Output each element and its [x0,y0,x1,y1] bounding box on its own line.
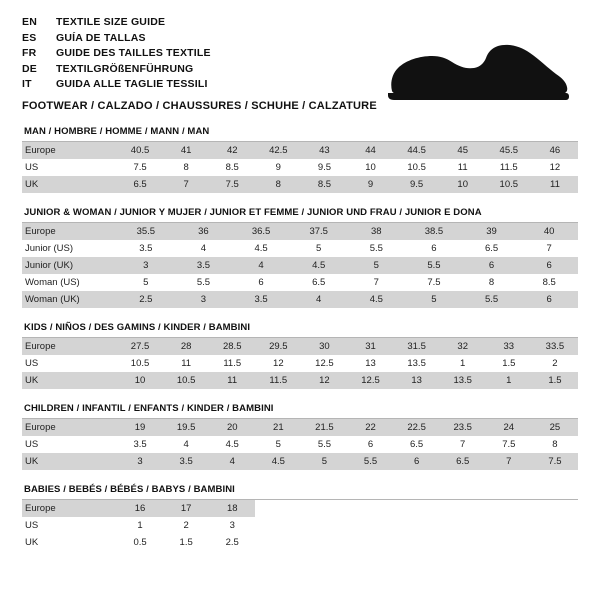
cell: 7.5 [117,159,163,176]
cell: 5 [255,436,301,453]
cell: 7.5 [486,436,532,453]
cell-empty [347,517,393,534]
cell: 38 [348,223,406,240]
row-label: Junior (US) [22,240,117,257]
cell: 9.5 [394,176,440,193]
cell: 45.5 [486,142,532,159]
table-row [22,223,578,240]
cell: 5.5 [175,274,233,291]
cell: 4.5 [209,436,255,453]
cell: 3 [117,257,175,274]
cell: 13.5 [394,355,440,372]
language-text: TEXTILGRÖßENFÜHRUNG [56,62,194,75]
cell: 6 [232,274,290,291]
cell: 8.5 [520,274,578,291]
cell: 6 [520,257,578,274]
cell: 25 [532,419,578,436]
cell: 13 [394,372,440,389]
cell: 7.5 [532,453,578,470]
row-label: Woman (UK) [22,291,117,308]
cell: 0.5 [117,534,163,551]
row-label: Junior (UK) [22,257,117,274]
cell: 3.5 [117,240,175,257]
cell: 9.5 [301,159,347,176]
row-label: UK [22,176,117,193]
cell: 4 [209,453,255,470]
cell-empty [440,517,486,534]
cell: 5.5 [347,453,393,470]
table-row [22,517,578,534]
table-row [22,500,578,517]
cell: 43 [301,142,347,159]
cell: 4.5 [348,291,406,308]
cell: 11 [440,159,486,176]
cell: 23.5 [440,419,486,436]
cell: 12 [301,372,347,389]
cell: 33.5 [532,338,578,355]
cell: 6.5 [394,436,440,453]
size-table-children [22,419,578,470]
cell: 17 [163,500,209,517]
language-title-list [22,16,211,94]
cell-empty [301,534,347,551]
cell: 40.5 [117,142,163,159]
cell: 36.5 [232,223,290,240]
cell: 13 [347,355,393,372]
row-label: Europe [22,142,117,159]
cell: 19 [117,419,163,436]
cell: 29.5 [255,338,301,355]
cell: 7 [520,240,578,257]
section-title: CHILDREN / INFANTIL / ENFANTS / KINDER / BAMBINI [22,403,578,419]
cell: 6 [394,453,440,470]
cell-empty [347,500,393,517]
cell: 21.5 [301,419,347,436]
cell: 6.5 [463,240,521,257]
cell: 12 [255,355,301,372]
size-table-kids [22,338,578,389]
table-row [22,355,578,372]
cell: 16 [117,500,163,517]
cell: 3.5 [117,436,163,453]
cell: 7 [440,436,486,453]
section-junior-woman [22,207,578,308]
row-label: UK [22,534,117,551]
cell: 1.5 [532,372,578,389]
cell: 18 [209,500,255,517]
size-table-junior-woman [22,223,578,308]
cell: 36 [175,223,233,240]
cell: 13.5 [440,372,486,389]
cell: 3.5 [163,453,209,470]
cell: 4.5 [255,453,301,470]
cell-empty [440,534,486,551]
row-label: US [22,159,117,176]
section-title: KIDS / NIÑOS / DES GAMINS / KINDER / BAMBINI [22,322,578,338]
section-title: BABIES / BEBÉS / BÉBÉS / BABYS / BAMBINI [22,484,578,500]
cell: 6 [405,240,463,257]
cell: 31.5 [394,338,440,355]
cell: 5.5 [301,436,347,453]
language-code: FR [22,47,37,59]
table-row [22,453,578,470]
cell: 8 [463,274,521,291]
section-title: MAN / HOMBRE / HOMME / MANN / MAN [22,126,578,142]
row-label: US [22,436,117,453]
cell: 2 [163,517,209,534]
row-label: UK [22,372,117,389]
row-label: Europe [22,223,117,240]
cell: 7 [348,274,406,291]
row-label: US [22,517,117,534]
cell: 46 [532,142,578,159]
cell: 28 [163,338,209,355]
table-row [22,159,578,176]
cell: 37.5 [290,223,348,240]
language-text: GUÍA DE TALLAS [56,31,146,44]
cell-empty [301,500,347,517]
section-title: JUNIOR & WOMAN / JUNIOR Y MUJER / JUNIOR ET FEMME / JUNIOR UND FRAU / JUNIOR E DONA [22,207,578,223]
cell-empty [486,500,532,517]
cell: 8.5 [301,176,347,193]
cell: 32 [440,338,486,355]
row-label: UK [22,453,117,470]
cell-empty [394,500,440,517]
cell: 7 [163,176,209,193]
cell: 3 [117,453,163,470]
cell: 5.5 [405,257,463,274]
cell: 3.5 [175,257,233,274]
cell: 6 [463,257,521,274]
table-row [22,291,578,308]
document-header [22,16,578,112]
cell: 5 [405,291,463,308]
cell-empty [394,517,440,534]
table-row [22,436,578,453]
cell: 5 [117,274,175,291]
language-text: GUIDA ALLE TAGLIE TESSILI [56,78,208,90]
table-row [22,372,578,389]
cell: 12.5 [301,355,347,372]
cell-empty [255,534,301,551]
cell: 38.5 [405,223,463,240]
cell: 12.5 [347,372,393,389]
cell: 1 [117,517,163,534]
cell: 7.5 [209,176,255,193]
language-code: IT [22,78,32,90]
row-label: US [22,355,117,372]
cell: 1.5 [486,355,532,372]
cell: 2 [532,355,578,372]
cell: 28.5 [209,338,255,355]
table-row [22,142,578,159]
cell-empty [532,517,578,534]
language-code: DE [22,62,37,75]
cell: 4.5 [232,240,290,257]
cell: 1 [440,355,486,372]
cell: 11 [532,176,578,193]
cell: 33 [486,338,532,355]
cell: 39 [463,223,521,240]
cell: 20 [209,419,255,436]
cell: 3 [209,517,255,534]
cell-empty [486,517,532,534]
cell-empty [440,500,486,517]
cell: 10.5 [486,176,532,193]
table-row [22,240,578,257]
cell-empty [255,500,301,517]
row-label: Europe [22,338,117,355]
table-row [22,176,578,193]
cell: 1.5 [163,534,209,551]
dress-shoe-icon [380,36,570,106]
cell: 24 [486,419,532,436]
cell: 41 [163,142,209,159]
table-row [22,534,578,551]
cell: 42 [209,142,255,159]
cell: 6.5 [117,176,163,193]
row-label: Woman (US) [22,274,117,291]
cell: 44 [347,142,393,159]
cell: 45 [440,142,486,159]
cell: 6.5 [290,274,348,291]
cell: 10.5 [117,355,163,372]
cell: 22.5 [394,419,440,436]
language-text: TEXTILE SIZE GUIDE [56,16,166,28]
language-row [22,63,211,79]
language-row [22,32,211,48]
cell: 40 [520,223,578,240]
cell: 5.5 [348,240,406,257]
section-man [22,126,578,193]
cell: 9 [347,176,393,193]
language-row [22,78,211,94]
cell: 10 [117,372,163,389]
cell-empty [347,534,393,551]
cell-empty [394,534,440,551]
section-children [22,403,578,470]
cell: 2.5 [209,534,255,551]
language-text: GUIDE DES TAILLES TEXTILE [56,47,211,59]
cell: 10 [347,159,393,176]
category-title: FOOTWEAR / CALZADO / CHAUSSURES / SCHUHE / CALZATURE [22,99,377,112]
cell: 21 [255,419,301,436]
cell: 11 [163,355,209,372]
cell: 9 [255,159,301,176]
cell: 6 [520,291,578,308]
cell: 3 [175,291,233,308]
cell: 22 [347,419,393,436]
cell: 6.5 [440,453,486,470]
cell: 6 [347,436,393,453]
cell: 3.5 [232,291,290,308]
cell-empty [532,500,578,517]
cell-empty [532,534,578,551]
cell: 4.5 [290,257,348,274]
cell: 5 [301,453,347,470]
size-table-man [22,142,578,193]
table-row [22,257,578,274]
cell: 44.5 [394,142,440,159]
cell-empty [301,517,347,534]
row-label: Europe [22,500,117,517]
table-row [22,338,578,355]
cell: 5.5 [463,291,521,308]
cell: 10.5 [163,372,209,389]
cell: 4 [163,436,209,453]
language-code: EN [22,16,37,28]
cell: 10 [440,176,486,193]
cell: 27.5 [117,338,163,355]
language-row [22,47,211,63]
cell: 11.5 [209,355,255,372]
section-kids [22,322,578,389]
cell: 19.5 [163,419,209,436]
cell: 2.5 [117,291,175,308]
row-label: Europe [22,419,117,436]
table-row [22,419,578,436]
cell: 5 [348,257,406,274]
cell: 8 [255,176,301,193]
cell: 8.5 [209,159,255,176]
language-code: ES [22,31,37,44]
cell: 8 [532,436,578,453]
size-table-babies [22,500,578,551]
cell: 12 [532,159,578,176]
cell: 35.5 [117,223,175,240]
cell: 8 [163,159,209,176]
cell: 10.5 [394,159,440,176]
cell: 4 [175,240,233,257]
cell-empty [486,534,532,551]
cell: 7.5 [405,274,463,291]
cell: 4 [290,291,348,308]
section-babies [22,484,578,551]
cell: 11.5 [255,372,301,389]
cell: 5 [290,240,348,257]
cell: 7 [486,453,532,470]
cell: 4 [232,257,290,274]
cell-empty [255,517,301,534]
cell: 11.5 [486,159,532,176]
cell: 11 [209,372,255,389]
cell: 31 [347,338,393,355]
cell: 42.5 [255,142,301,159]
table-row [22,274,578,291]
cell: 1 [486,372,532,389]
language-row [22,16,211,32]
cell: 30 [301,338,347,355]
